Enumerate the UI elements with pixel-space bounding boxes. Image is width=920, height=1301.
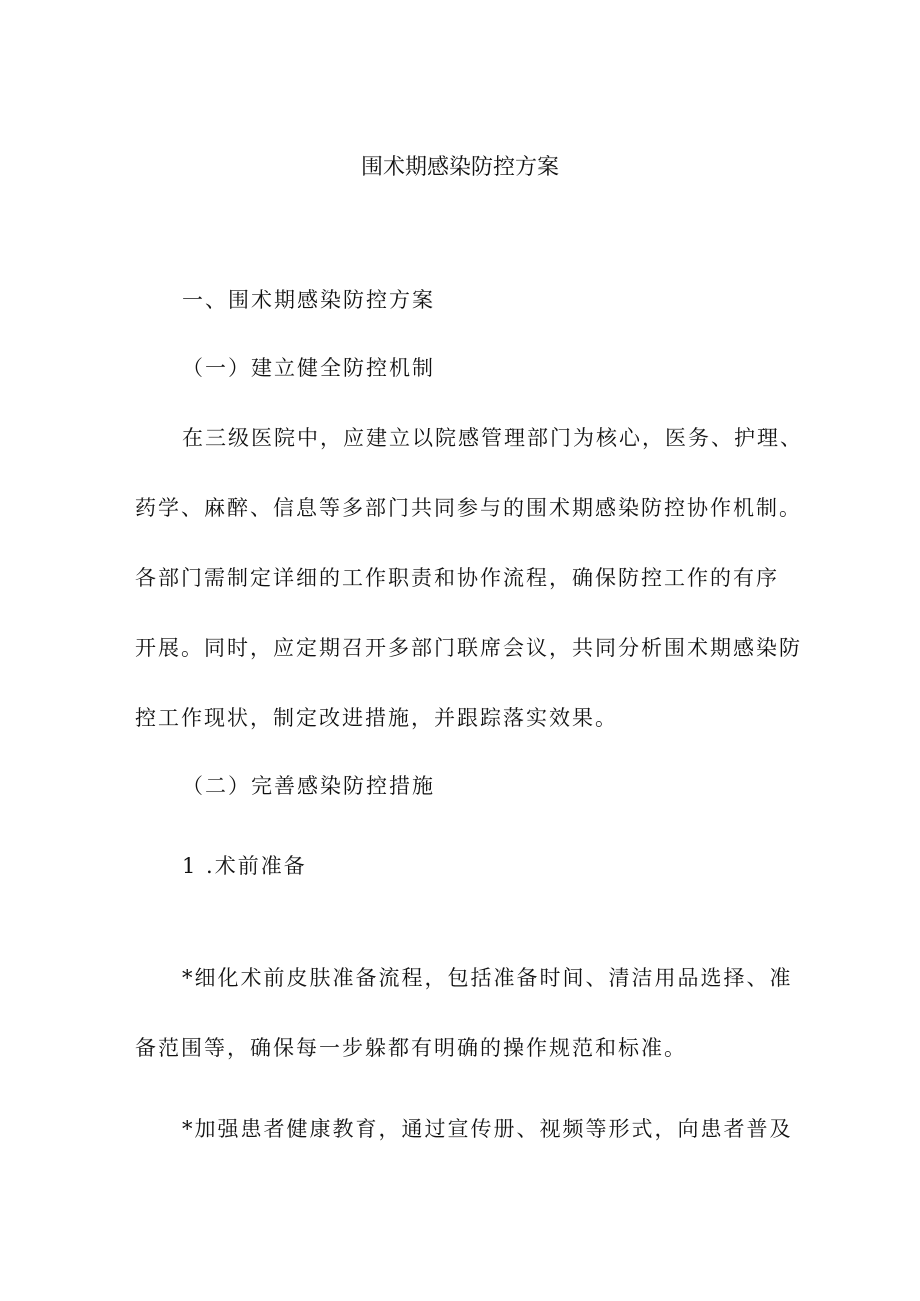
bullet-line: 备范围等，确保每一步躲都有明确的操作规范和标准。 (135, 1036, 687, 1060)
paragraph-line: 在三级医院中，应建立以院感管理部门为核心，医务、护理、 (182, 426, 803, 450)
document-title: 围术期感染防控方案 (360, 155, 559, 180)
section-heading: 一、围术期感染防控方案 (182, 288, 435, 312)
bullet-line: *细化术前皮肤准备流程，包括准备时间、清洁用品选择、准 (182, 966, 793, 990)
numbered-heading: 1 .术前准备 (182, 854, 307, 878)
paragraph-line: 各部门需制定详细的工作职责和协作流程，确保防控工作的有序 (135, 566, 779, 590)
paragraph-line: 药学、麻醉、信息等多部门共同参与的围术期感染防控协作机制。 (135, 496, 802, 520)
paragraph-line: 控工作现状，制定改进措施，并跟踪落实效果。 (135, 706, 618, 730)
bullet-line: *加强患者健康教育，通过宣传册、视频等形式，向患者普及 (182, 1117, 793, 1141)
paragraph-line: 开展。同时，应定期召开多部门联席会议，共同分析围术期感染防 (135, 636, 802, 660)
subsection-heading: （二）完善感染防控措施 (182, 774, 435, 798)
subsection-heading: （一）建立健全防控机制 (182, 356, 435, 380)
